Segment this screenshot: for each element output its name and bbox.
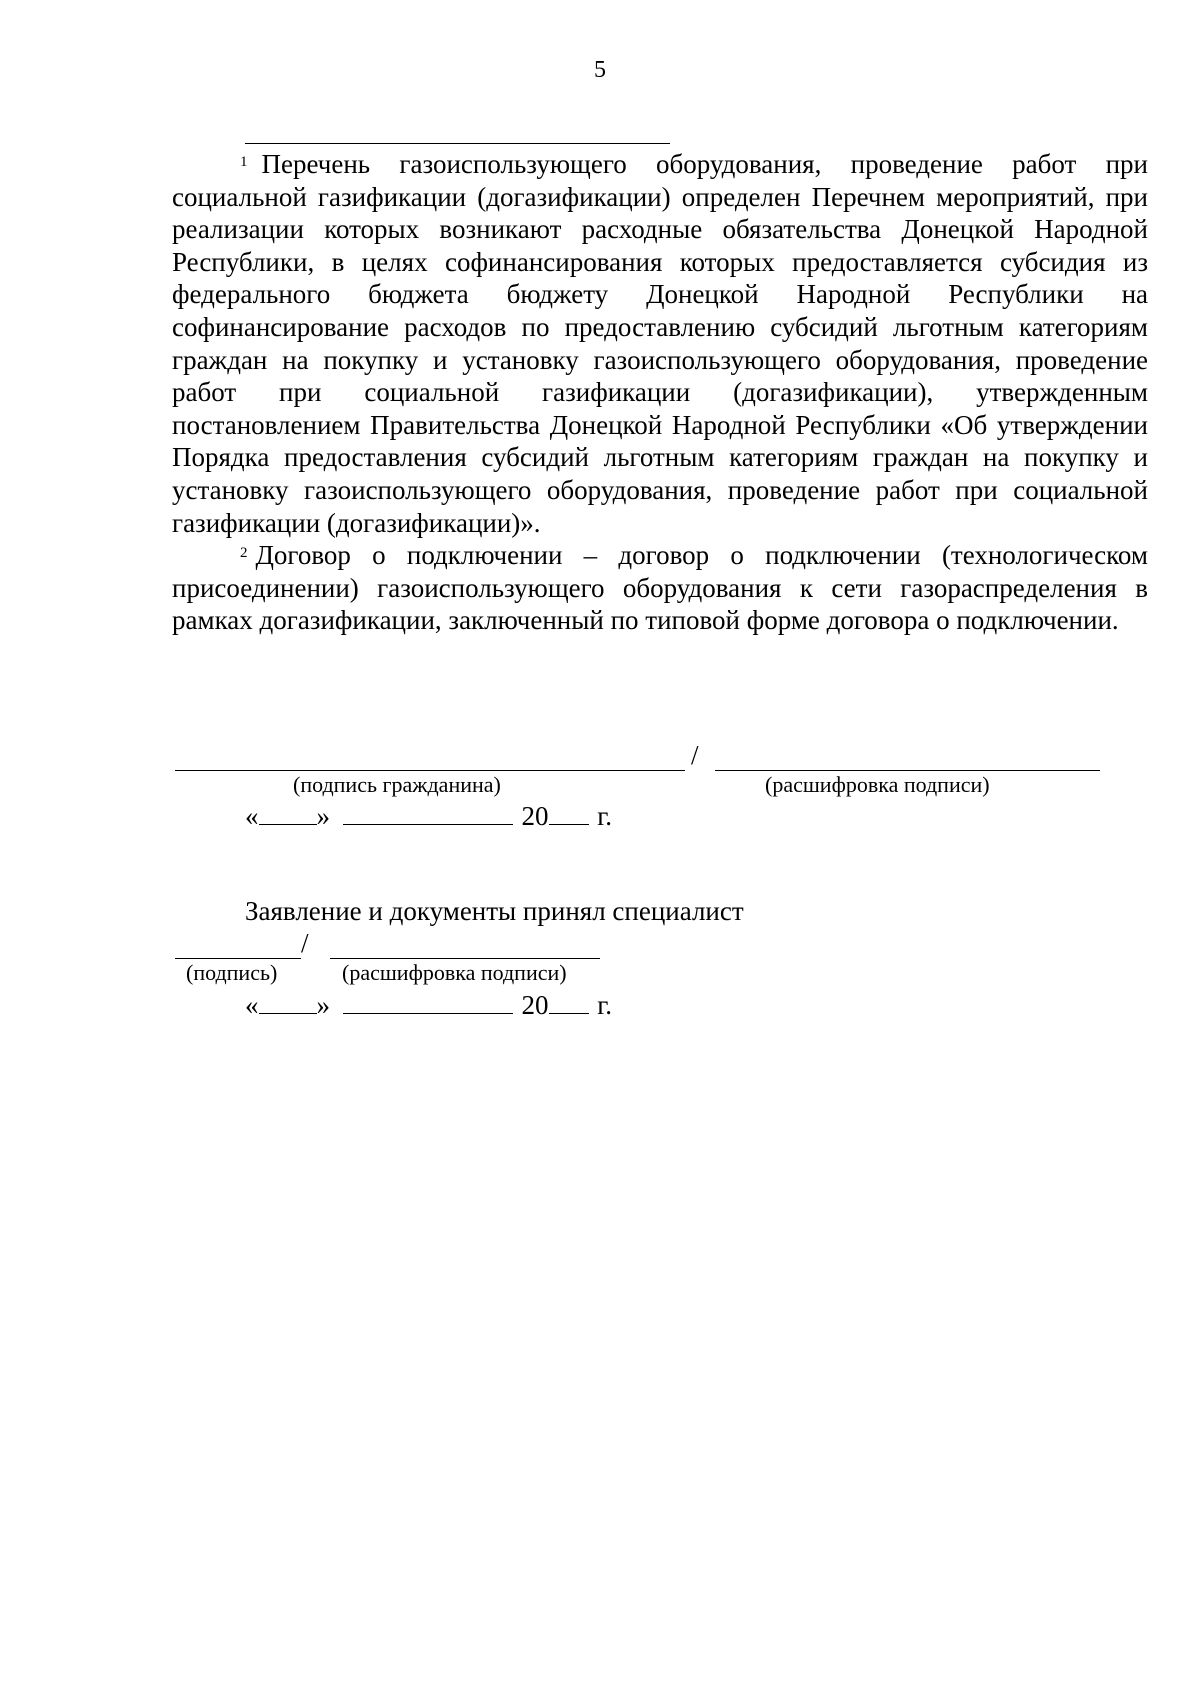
footnote-2-text: Договор о подключении – договор о подключении (технологическом присоединении) газоиспользующего оборудования к сети газораспределения в рамках догазификации, заключенный по типовой форме договора о подключении. — [172, 540, 1148, 636]
specialist-signature-line — [175, 958, 301, 959]
citizen-date-open-quote: « — [245, 801, 259, 831]
footnote-2 — [172, 539, 1148, 637]
specialist-date-open-quote: « — [245, 990, 259, 1020]
specialist-accepted-text: Заявление и документы принял специалист — [245, 896, 744, 926]
citizen-date-month-blank — [343, 802, 513, 825]
specialist-date-close-quote: » — [316, 990, 330, 1020]
footnote-1-marker: 1 — [240, 154, 248, 170]
footnote-2-marker: 2 — [240, 545, 248, 562]
footnotes — [172, 148, 1148, 637]
citizen-date-year-prefix: 20 — [521, 801, 549, 831]
footnote-1-text: Перечень газоиспользующего оборудования, проведение работ при социальной газификации (догазификации) определен Перечнем мероприятий, при реализации которых возникают расходные обязательства Донецкой Народной Республики, в целях софинансирования которых предоставляется субсидия из федерального бюджета бюджету Донецкой Народной Республики на софинансирование расходов по предоставлению субсидий льготным категориям граждан на покупку и установку газоиспользующего оборудования, проведение работ при социальной газификации (догазификации), утвержденным постановлением Правительства Донецкой Народной Республики «Об утверждении Порядка предоставления субсидий льготным категориям граждан на покупку и установку газоиспользующего оборудования, проведение работ при социальной газификации (догазификации)». — [172, 149, 1148, 538]
page-number: 5 — [594, 57, 606, 83]
specialist-date-day-blank — [259, 991, 317, 1014]
specialist-date-row — [245, 990, 612, 1020]
footnote-separator-rule — [245, 143, 670, 144]
specialist-date-year-suffix: г. — [597, 990, 613, 1020]
citizen-date-year-suffix: г. — [597, 801, 613, 831]
specialist-decoding-caption: (расшифровка подписи) — [342, 960, 567, 985]
specialist-date-year-blank — [549, 991, 589, 1014]
citizen-decoding-line — [715, 770, 1100, 771]
citizen-signature-line — [175, 770, 685, 771]
citizen-date-year-blank — [549, 802, 589, 825]
citizen-date-close-quote: » — [316, 801, 330, 831]
specialist-signature-separator: / — [301, 928, 309, 958]
citizen-signature-caption: (подпись гражданина) — [293, 772, 501, 797]
specialist-date-month-blank — [343, 991, 513, 1014]
citizen-date-row — [245, 801, 612, 831]
citizen-date-day-blank — [259, 802, 317, 825]
citizen-decoding-caption: (расшифровка подписи) — [765, 772, 990, 797]
footnote-1 — [172, 148, 1148, 539]
specialist-signature-caption: (подпись) — [186, 960, 278, 985]
specialist-decoding-line — [330, 958, 600, 959]
specialist-date-year-prefix: 20 — [521, 990, 549, 1020]
citizen-signature-separator: / — [691, 740, 699, 770]
